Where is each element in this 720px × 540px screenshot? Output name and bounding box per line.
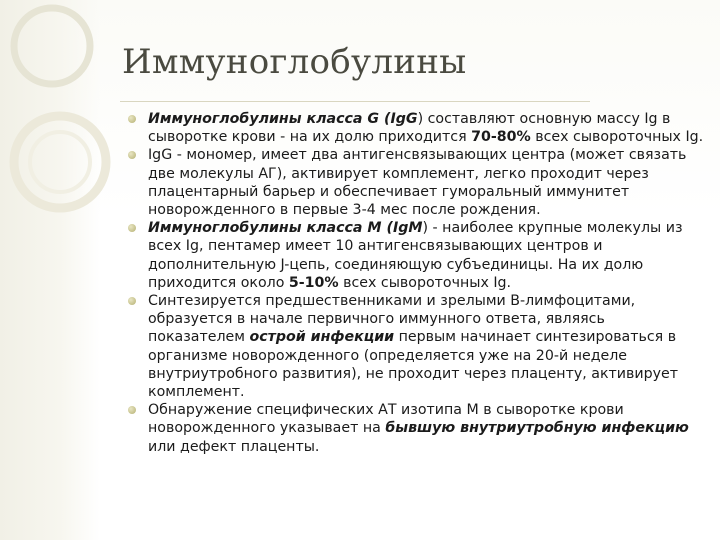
bullet-text-segment: Обнаружение специфических АТ изотипа М в сыворотке крови новорожденного указывает на bbox=[148, 402, 624, 437]
bullet-text-segment: острой инфекции bbox=[249, 329, 395, 346]
bullet-text-segment: IgG - мономер, имеет два антигенсвязывающих центра (может связать две молекулы АГ), активирует комплемент, легко проходит через плацентарный барьер и обеспечивает гуморальный иммунитет новорожденного в первые 3-4 мес после рождения. bbox=[148, 147, 687, 219]
bullet-dot-icon bbox=[128, 115, 136, 123]
bullet-text-segment: Иммуноглобулины класса М (IgM bbox=[148, 220, 423, 237]
slide-title: Иммуноглобулины bbox=[122, 42, 467, 82]
bullet-text-segment: всех сывороточных Ig. bbox=[338, 274, 512, 291]
bullet-dot-icon bbox=[128, 406, 136, 414]
bullet-text-segment: ) составляют основную массу Ig в сыворотке крови - на их долю приходится bbox=[148, 111, 671, 146]
decorative-ring bbox=[30, 132, 90, 192]
bullet-item bbox=[126, 292, 704, 401]
bullet-dot-icon bbox=[128, 224, 136, 232]
bullet-text-segment: бывшую внутриутробную инфекцию bbox=[385, 420, 689, 437]
bullet-item bbox=[126, 401, 704, 456]
bullet-text-segment: Иммуноглобулины класса G (IgG bbox=[148, 111, 418, 127]
bullet-text-segment: ) - наиболее крупные молекулы из всех Ig, пентамер имеет 10 антигенсвязывающих центров и дополнительную J-цепь, соединяющую субъединицы. На их долю приходится около bbox=[148, 220, 683, 291]
bullet-item bbox=[126, 146, 704, 219]
decorative-ring bbox=[14, 116, 106, 208]
bullet-text-segment: первым начинает синтезироваться в организме новорожденного (определяется уже на 20-й неделе внутриутробного развития), не проходит через плаценту, активирует комплемент. bbox=[148, 329, 678, 401]
bullet-list bbox=[126, 110, 704, 456]
bullet-text-segment: Синтезируется предшественниками и зрелыми В-лимфоцитами, образуется в начале первичного иммунного ответа, являясь показателем bbox=[148, 293, 636, 346]
bullet-dot-icon bbox=[128, 297, 136, 305]
bullet-dot-icon bbox=[128, 151, 136, 159]
bullet-item bbox=[126, 110, 704, 146]
bullet-text-segment: или дефект плаценты. bbox=[148, 438, 320, 455]
decorative-rings bbox=[0, 0, 130, 240]
title-divider bbox=[120, 101, 590, 102]
decorative-ring bbox=[14, 8, 90, 84]
bullet-text-segment: 70-80% bbox=[471, 129, 531, 146]
bullet-text-segment: 5-10% bbox=[288, 274, 339, 291]
bullet-text-segment: всех сывороточных Ig. bbox=[530, 129, 704, 146]
bullet-item bbox=[126, 219, 704, 292]
